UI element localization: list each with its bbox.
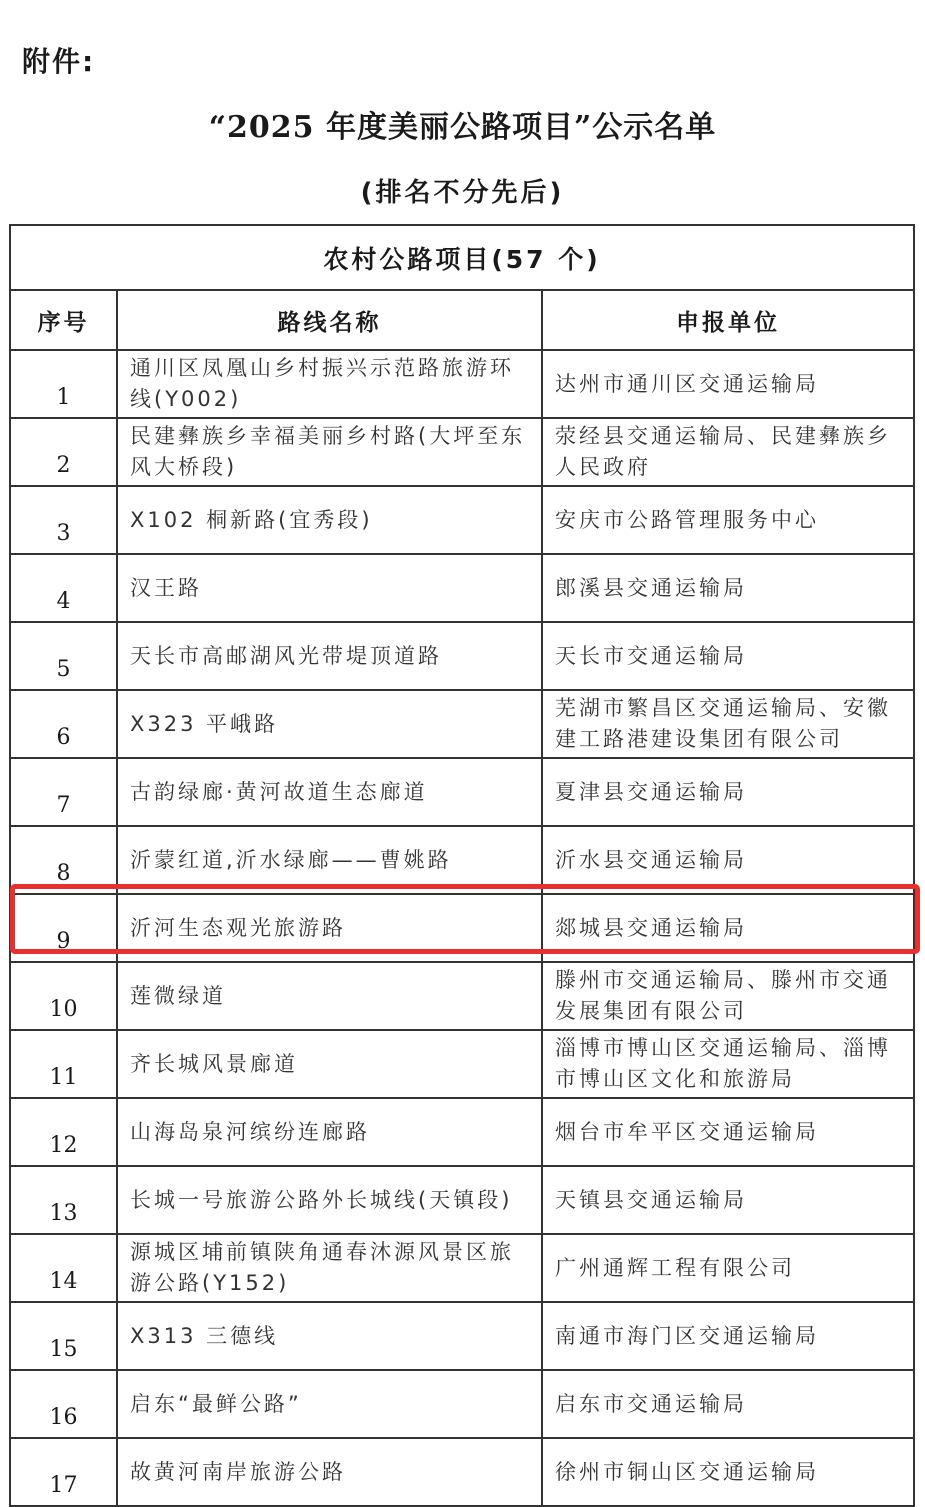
- route-name: 通川区凤凰山乡村振兴示范路旅游环线(Y002): [117, 350, 542, 418]
- row-number: 13: [10, 1166, 117, 1234]
- route-name: 源城区埔前镇陕角通春沐源风景区旅游公路(Y152): [117, 1234, 542, 1302]
- attachment-label: 附件:: [22, 45, 96, 78]
- route-name: 莲微绿道: [117, 962, 542, 1030]
- route-name: X313 三德线: [117, 1302, 542, 1370]
- row-number: 6: [10, 690, 117, 758]
- highlight-box: [10, 884, 920, 954]
- route-name: 沂蒙红道,沂水绿廊——曹姚路: [117, 826, 542, 894]
- applicant-unit: 烟台市牟平区交通运输局: [542, 1098, 914, 1166]
- table-row: [10, 690, 914, 758]
- route-name: X323 平峨路: [117, 690, 542, 758]
- route-name: 天长市高邮湖风光带堤顶道路: [117, 622, 542, 690]
- table-row: [10, 1166, 914, 1234]
- row-number: 1: [10, 350, 117, 418]
- column-header-number: 序号: [10, 290, 117, 350]
- applicant-unit: 天镇县交通运输局: [542, 1166, 914, 1234]
- row-number: 15: [10, 1302, 117, 1370]
- row-number: 10: [10, 962, 117, 1030]
- row-number: 14: [10, 1234, 117, 1302]
- applicant-unit: 郎溪县交通运输局: [542, 554, 914, 622]
- route-name: 故黄河南岸旅游公路: [117, 1438, 542, 1506]
- route-name: 齐长城风景廊道: [117, 1030, 542, 1098]
- table-row: [10, 962, 914, 1030]
- column-header-row: [10, 290, 914, 350]
- table-row: [10, 1030, 914, 1098]
- route-name: 古韵绿廊·黄河故道生态廊道: [117, 758, 542, 826]
- route-name: 山海岛泉河缤纷连廊路: [117, 1098, 542, 1166]
- document-title: “2025 年度美丽公路项目”公示名单: [208, 110, 717, 145]
- route-name: 长城一号旅游公路外长城线(天镇段): [117, 1166, 542, 1234]
- table-row: [10, 758, 914, 826]
- row-number: 8: [10, 826, 117, 894]
- table-row: [10, 1438, 914, 1506]
- applicant-unit: 天长市交通运输局: [542, 622, 914, 690]
- section-title: 农村公路项目(57 个): [10, 225, 914, 290]
- applicant-unit: 启东市交通运输局: [542, 1370, 914, 1438]
- route-name: 民建彝族乡幸福美丽乡村路(大坪至东风大桥段): [117, 418, 542, 486]
- project-list-table: [9, 224, 915, 1507]
- row-number: 16: [10, 1370, 117, 1438]
- table-row: [10, 486, 914, 554]
- applicant-unit: 滕州市交通运输局、滕州市交通发展集团有限公司: [542, 962, 914, 1030]
- table-row: [10, 350, 914, 418]
- table-row: [10, 1370, 914, 1438]
- route-name: 汉王路: [117, 554, 542, 622]
- applicant-unit: 淄博市博山区交通运输局、淄博市博山区文化和旅游局: [542, 1030, 914, 1098]
- table-row: [10, 1098, 914, 1166]
- applicant-unit: 广州通辉工程有限公司: [542, 1234, 914, 1302]
- applicant-unit: 南通市海门区交通运输局: [542, 1302, 914, 1370]
- row-number: 5: [10, 622, 117, 690]
- applicant-unit: 达州市通川区交通运输局: [542, 350, 914, 418]
- applicant-unit: 夏津县交通运输局: [542, 758, 914, 826]
- table-row: [10, 418, 914, 486]
- document-subtitle: (排名不分先后): [360, 178, 565, 208]
- applicant-unit: 安庆市公路管理服务中心: [542, 486, 914, 554]
- route-name: 启东“最鲜公路”: [117, 1370, 542, 1438]
- applicant-unit: 徐州市铜山区交通运输局: [542, 1438, 914, 1506]
- table-row: [10, 1234, 914, 1302]
- row-number: 9: [10, 894, 117, 962]
- route-name: X102 桐新路(宜秀段): [117, 486, 542, 554]
- row-number: 7: [10, 758, 117, 826]
- applicant-unit: 荥经县交通运输局、民建彝族乡人民政府: [542, 418, 914, 486]
- table-row: [10, 1302, 914, 1370]
- section-header-row: [10, 225, 914, 290]
- column-header-route-name: 路线名称: [117, 290, 542, 350]
- row-number: 2: [10, 418, 117, 486]
- column-header-applicant: 申报单位: [542, 290, 914, 350]
- route-name: 沂河生态观光旅游路: [117, 894, 542, 962]
- row-number: 3: [10, 486, 117, 554]
- table-row: [10, 554, 914, 622]
- row-number: 4: [10, 554, 117, 622]
- table-row: [10, 622, 914, 690]
- applicant-unit: 沂水县交通运输局: [542, 826, 914, 894]
- applicant-unit: 郯城县交通运输局: [542, 894, 914, 962]
- row-number: 17: [10, 1438, 117, 1506]
- row-number: 12: [10, 1098, 117, 1166]
- row-number: 11: [10, 1030, 117, 1098]
- applicant-unit: 芜湖市繁昌区交通运输局、安徽建工路港建设集团有限公司: [542, 690, 914, 758]
